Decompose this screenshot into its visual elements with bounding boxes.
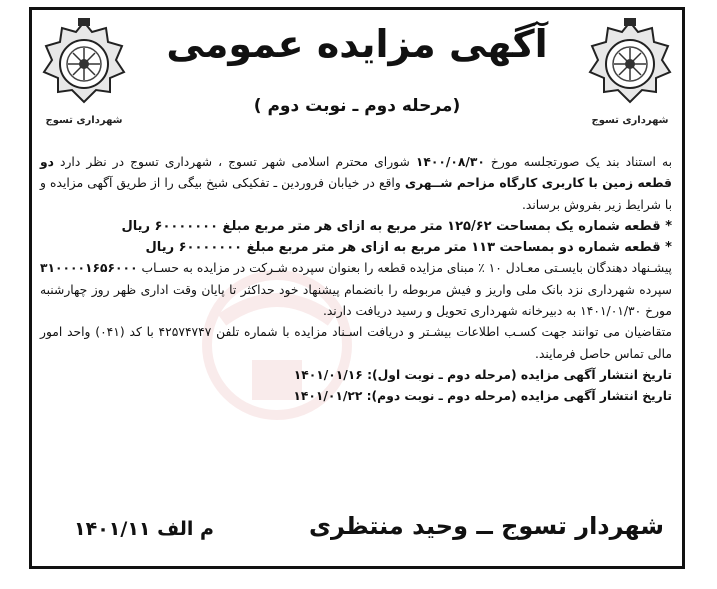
account-number: ۳۱۰۰۰۰۱۶۵۶۰۰۰ xyxy=(40,261,138,276)
notice-subtitle: (مرحله دوم ـ نوبت دوم ) xyxy=(253,96,461,116)
contact-paragraph: متقاضیان می توانند جهت کسـب اطلاعات بیشـتر و دریافت اسـناد مزایده با شماره تلفن ۴۲۵۷۴۷۴۷ با کد (۰۴۱) واحد امور مالی تماس حاصل فرمایند. xyxy=(40,325,672,361)
municipality-logo-right xyxy=(586,18,674,126)
emblem-icon xyxy=(40,18,128,108)
notice-body xyxy=(40,152,672,408)
logo-caption: شهرداری تسوج xyxy=(591,115,669,126)
publication-date-first: تاریخ انتشار آگهی مزایده (مرحله دوم ـ نوبت اول): ۱۴۰۱/۰۱/۱۶ xyxy=(293,367,672,382)
notice-frame xyxy=(29,7,685,569)
lot-one: * قطعه شماره یک بمساحت ۱۲۵/۶۲ متر مربع به ازای هر متر مربع مبلغ ۶۰۰۰۰۰۰۰ ریال xyxy=(121,218,672,234)
notice-title: آگهی مزایده عمومی xyxy=(166,22,548,66)
notice-footer xyxy=(46,512,668,552)
reference-number: م الف ۱۴۰۱/۱۱ xyxy=(74,518,214,540)
property-description: دو قطعه زمین با کاربری کارگاه مزاحم شــهری xyxy=(40,155,672,191)
municipality-logo-left xyxy=(40,18,128,126)
intro-paragraph: به استناد بند یک صورتجلسه مورخ ۱۴۰۰/۰۸/۳۰ شورای محترم اسلامی شهر تسوج ، شهرداری تسوج در نظر دارد دو قطعه زمین با کاربری کارگاه مزاحم شــهری واقع در خیابان فروردین ـ تفکیکی شیخ بیگی را از طریق آگهی مزایده و با شرایط زیر بفروش برساند. xyxy=(40,155,673,212)
publication-date-second: تاریخ انتشار آگهی مزایده (مرحله دوم ـ نوبت دوم): ۱۴۰۱/۰۱/۲۲ xyxy=(293,389,672,404)
conditions-paragraph: پیشـنهاد دهندگان بایسـتی معـادل ۱۰ ٪ مبنای مزایده قطعه را بعنوان سپرده شـرکت در مزایده به حسـاب ۳۱۰۰۰۰۱۶۵۶۰۰۰ سپرده شهرداری نزد بانک ملی واریز و فیش مربوطه را بانضمام پیشنهاد خود حداکثر تا پایان وقت اداری ظهر روز چهارشنبه مورخ ۱۴۰۱/۰۱/۳۰ به دبیرخانه شهرداری تحویل و رسید دریافت دارند. xyxy=(40,261,672,319)
meeting-date: ۱۴۰۰/۰۸/۳۰ xyxy=(415,155,485,169)
signer-name: شهردار تسوج ــ وحید منتظری xyxy=(309,512,664,540)
emblem-icon xyxy=(586,18,674,108)
lot-two: * قطعه شماره دو بمساحت ۱۱۳ متر مربع به ازای هر متر مربع مبلغ ۶۰۰۰۰۰۰۰ ریال xyxy=(145,240,672,256)
logo-caption: شهرداری تسوج xyxy=(45,115,123,126)
